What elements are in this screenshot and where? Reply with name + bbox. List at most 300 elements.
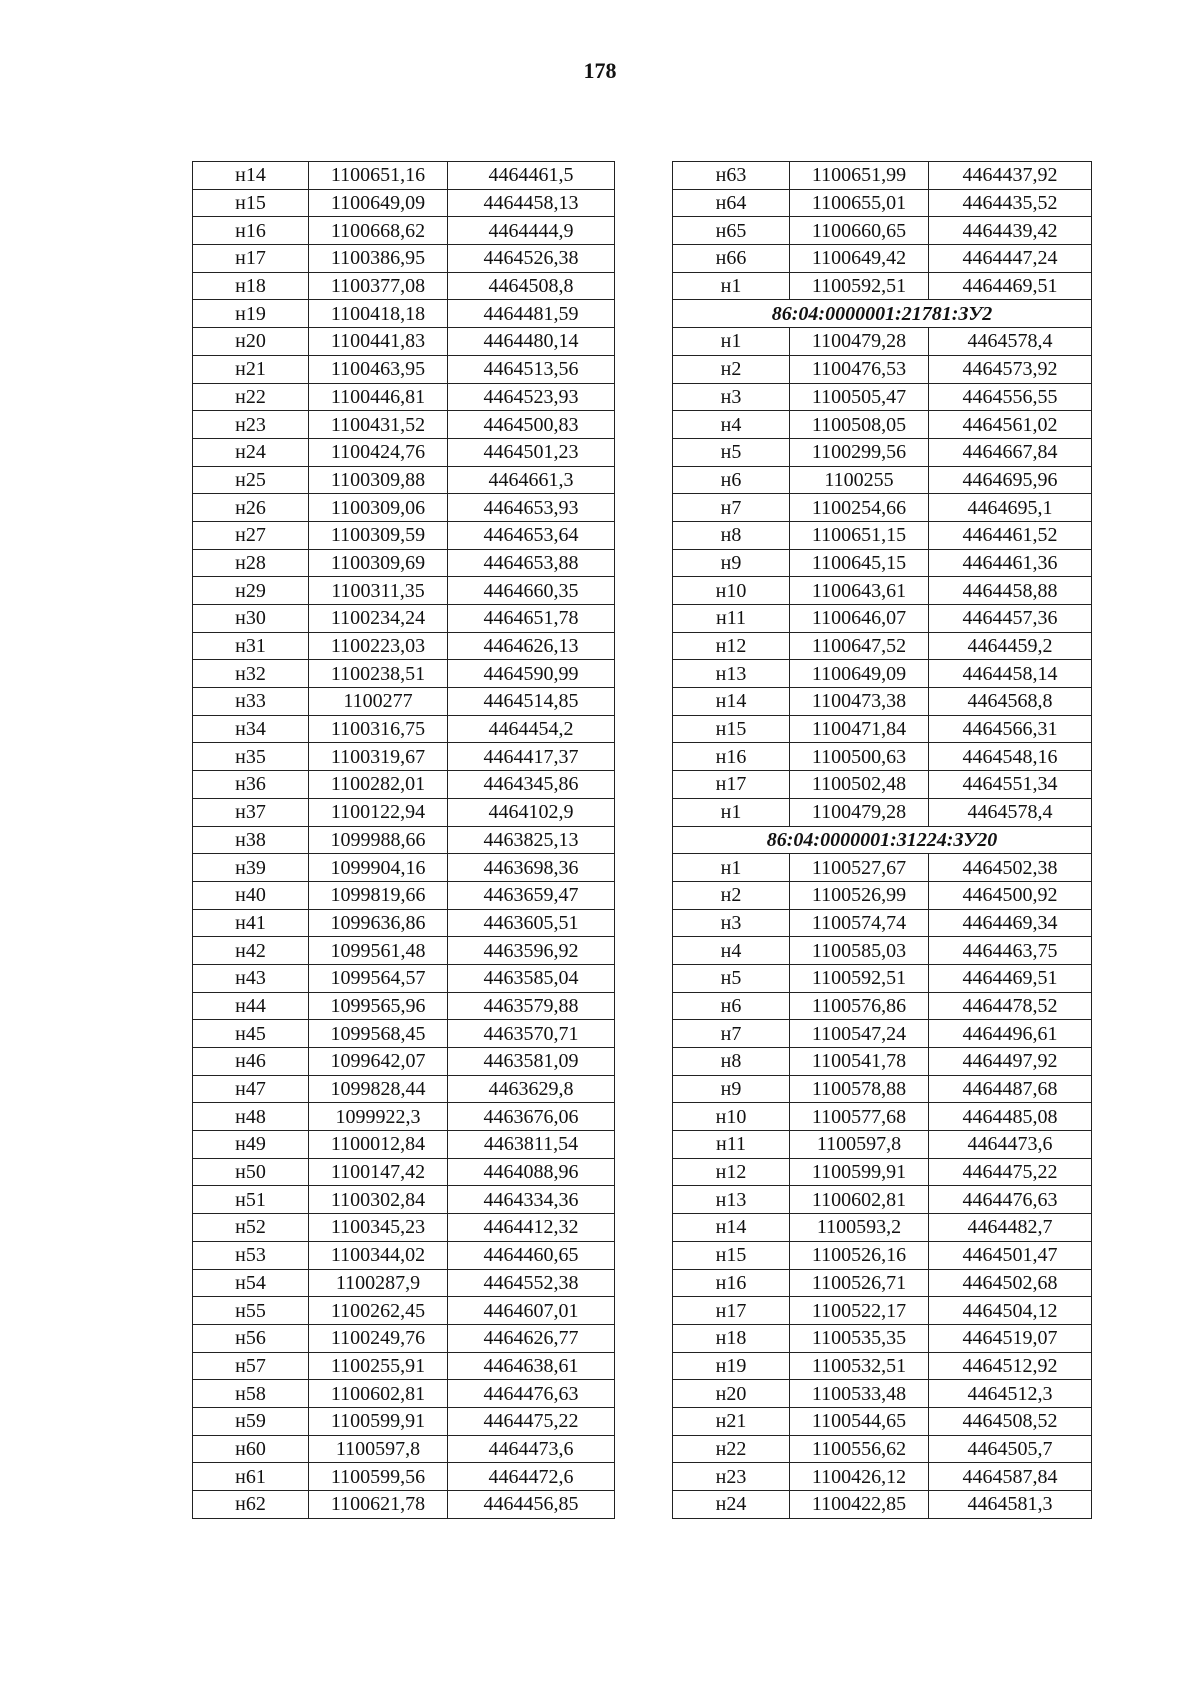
y-coordinate-cell: 4464475,22 — [929, 1158, 1092, 1186]
table-row — [193, 1186, 615, 1214]
table-row — [193, 411, 615, 439]
x-coordinate-cell: 1100319,67 — [309, 743, 448, 771]
y-coordinate-cell: 4464667,84 — [929, 438, 1092, 466]
point-id-cell: н14 — [673, 688, 790, 716]
table-row — [193, 1103, 615, 1131]
y-coordinate-cell: 4464501,23 — [448, 438, 615, 466]
point-id-cell: н31 — [193, 632, 309, 660]
x-coordinate-cell: 1100599,91 — [309, 1407, 448, 1435]
point-id-cell: н12 — [673, 1158, 790, 1186]
point-id-cell: н23 — [673, 1463, 790, 1491]
point-id-cell: н21 — [673, 1407, 790, 1435]
point-id-cell: н36 — [193, 771, 309, 799]
point-id-cell: н1 — [673, 854, 790, 882]
x-coordinate-cell: 1100282,01 — [309, 771, 448, 799]
table-row — [673, 1407, 1092, 1435]
table-row — [193, 743, 615, 771]
table-row — [193, 494, 615, 522]
table-row — [673, 494, 1092, 522]
table-row — [193, 1214, 615, 1242]
table-row — [193, 272, 615, 300]
x-coordinate-cell: 1100597,8 — [309, 1435, 448, 1463]
point-id-cell: н33 — [193, 688, 309, 716]
y-coordinate-cell: 4464469,51 — [929, 964, 1092, 992]
x-coordinate-cell: 1100643,61 — [790, 577, 929, 605]
table-row — [193, 549, 615, 577]
table-row — [193, 798, 615, 826]
x-coordinate-cell: 1099561,48 — [309, 937, 448, 965]
x-coordinate-cell: 1100262,45 — [309, 1297, 448, 1325]
x-coordinate-cell: 1100223,03 — [309, 632, 448, 660]
point-id-cell: н2 — [673, 355, 790, 383]
table-row — [673, 1103, 1092, 1131]
y-coordinate-cell: 4464578,4 — [929, 798, 1092, 826]
section-header-row — [673, 826, 1092, 854]
y-coordinate-cell: 4464480,14 — [448, 328, 615, 356]
point-id-cell: н56 — [193, 1324, 309, 1352]
table-row — [673, 881, 1092, 909]
table-row — [673, 549, 1092, 577]
x-coordinate-cell: 1100238,51 — [309, 660, 448, 688]
x-coordinate-cell: 1100505,47 — [790, 383, 929, 411]
x-coordinate-cell: 1100651,99 — [790, 162, 929, 190]
point-id-cell: н16 — [193, 217, 309, 245]
y-coordinate-cell: 4463605,51 — [448, 909, 615, 937]
x-coordinate-cell: 1100533,48 — [790, 1380, 929, 1408]
point-id-cell: н7 — [673, 494, 790, 522]
table-row — [673, 1324, 1092, 1352]
point-id-cell: н19 — [193, 300, 309, 328]
table-row — [673, 217, 1092, 245]
y-coordinate-cell: 4464481,59 — [448, 300, 615, 328]
point-id-cell: н22 — [193, 383, 309, 411]
y-coordinate-cell: 4464651,78 — [448, 605, 615, 633]
table-row — [193, 1241, 615, 1269]
y-coordinate-cell: 4464661,3 — [448, 466, 615, 494]
y-coordinate-cell: 4464505,7 — [929, 1435, 1092, 1463]
x-coordinate-cell: 1100255 — [790, 466, 929, 494]
x-coordinate-cell: 1100593,2 — [790, 1214, 929, 1242]
x-coordinate-cell: 1100576,86 — [790, 992, 929, 1020]
x-coordinate-cell: 1099642,07 — [309, 1048, 448, 1076]
table-row — [673, 162, 1092, 190]
table-row — [193, 300, 615, 328]
x-coordinate-cell: 1100592,51 — [790, 272, 929, 300]
y-coordinate-cell: 4464561,02 — [929, 411, 1092, 439]
x-coordinate-cell: 1100386,95 — [309, 245, 448, 273]
point-id-cell: н63 — [673, 162, 790, 190]
coordinates-table-right — [672, 161, 1092, 1519]
table-row — [673, 189, 1092, 217]
x-coordinate-cell: 1100255,91 — [309, 1352, 448, 1380]
point-id-cell: н66 — [673, 245, 790, 273]
x-coordinate-cell: 1100647,52 — [790, 632, 929, 660]
table-row — [193, 438, 615, 466]
point-id-cell: н14 — [193, 162, 309, 190]
y-coordinate-cell: 4464447,24 — [929, 245, 1092, 273]
point-id-cell: н23 — [193, 411, 309, 439]
x-coordinate-cell: 1100544,65 — [790, 1407, 929, 1435]
point-id-cell: н42 — [193, 937, 309, 965]
y-coordinate-cell: 4464590,99 — [448, 660, 615, 688]
point-id-cell: н58 — [193, 1380, 309, 1408]
y-coordinate-cell: 4464512,3 — [929, 1380, 1092, 1408]
y-coordinate-cell: 4464502,38 — [929, 854, 1092, 882]
table-row — [673, 1269, 1092, 1297]
y-coordinate-cell: 4464345,86 — [448, 771, 615, 799]
y-coordinate-cell: 4463811,54 — [448, 1131, 615, 1159]
point-id-cell: н57 — [193, 1352, 309, 1380]
table-row — [673, 937, 1092, 965]
y-coordinate-cell: 4464444,9 — [448, 217, 615, 245]
table-row — [193, 1380, 615, 1408]
x-coordinate-cell: 1100479,28 — [790, 328, 929, 356]
y-coordinate-cell: 4464607,01 — [448, 1297, 615, 1325]
point-id-cell: н43 — [193, 964, 309, 992]
table-row — [193, 383, 615, 411]
point-id-cell: н53 — [193, 1241, 309, 1269]
y-coordinate-cell: 4464581,3 — [929, 1491, 1092, 1519]
x-coordinate-cell: 1100649,42 — [790, 245, 929, 273]
x-coordinate-cell: 1100345,23 — [309, 1214, 448, 1242]
x-coordinate-cell: 1100526,99 — [790, 881, 929, 909]
y-coordinate-cell: 4463659,47 — [448, 881, 615, 909]
x-coordinate-cell: 1100418,18 — [309, 300, 448, 328]
table-row — [673, 1075, 1092, 1103]
point-id-cell: н44 — [193, 992, 309, 1020]
x-coordinate-cell: 1100431,52 — [309, 411, 448, 439]
y-coordinate-cell: 4464548,16 — [929, 743, 1092, 771]
table-row — [673, 521, 1092, 549]
table-row — [193, 577, 615, 605]
point-id-cell: н19 — [673, 1352, 790, 1380]
x-coordinate-cell: 1099904,16 — [309, 854, 448, 882]
y-coordinate-cell: 4464497,92 — [929, 1048, 1092, 1076]
table-row — [673, 1131, 1092, 1159]
point-id-cell: н38 — [193, 826, 309, 854]
y-coordinate-cell: 4464461,5 — [448, 162, 615, 190]
point-id-cell: н5 — [673, 438, 790, 466]
point-id-cell: н32 — [193, 660, 309, 688]
x-coordinate-cell: 1100522,17 — [790, 1297, 929, 1325]
x-coordinate-cell: 1100311,35 — [309, 577, 448, 605]
x-coordinate-cell: 1100122,94 — [309, 798, 448, 826]
x-coordinate-cell: 1100422,85 — [790, 1491, 929, 1519]
table-row — [673, 355, 1092, 383]
x-coordinate-cell: 1100377,08 — [309, 272, 448, 300]
y-coordinate-cell: 4464460,65 — [448, 1241, 615, 1269]
x-coordinate-cell: 1100147,42 — [309, 1158, 448, 1186]
point-id-cell: н28 — [193, 549, 309, 577]
x-coordinate-cell: 1100309,88 — [309, 466, 448, 494]
table-row — [193, 992, 615, 1020]
y-coordinate-cell: 4464461,36 — [929, 549, 1092, 577]
point-id-cell: н65 — [673, 217, 790, 245]
y-coordinate-cell: 4464496,61 — [929, 1020, 1092, 1048]
table-row — [193, 1131, 615, 1159]
y-coordinate-cell: 4463629,8 — [448, 1075, 615, 1103]
table-row — [673, 1186, 1092, 1214]
y-coordinate-cell: 4464456,85 — [448, 1491, 615, 1519]
x-coordinate-cell: 1099565,96 — [309, 992, 448, 1020]
x-coordinate-cell: 1100309,59 — [309, 521, 448, 549]
x-coordinate-cell: 1100446,81 — [309, 383, 448, 411]
x-coordinate-cell: 1100660,65 — [790, 217, 929, 245]
point-id-cell: н55 — [193, 1297, 309, 1325]
y-coordinate-cell: 4464508,8 — [448, 272, 615, 300]
point-id-cell: н24 — [193, 438, 309, 466]
table-row — [673, 1158, 1092, 1186]
point-id-cell: н9 — [673, 549, 790, 577]
point-id-cell: н3 — [673, 909, 790, 937]
table-row — [193, 1407, 615, 1435]
x-coordinate-cell: 1100541,78 — [790, 1048, 929, 1076]
point-id-cell: н15 — [193, 189, 309, 217]
x-coordinate-cell: 1100535,35 — [790, 1324, 929, 1352]
point-id-cell: н24 — [673, 1491, 790, 1519]
x-coordinate-cell: 1099819,66 — [309, 881, 448, 909]
x-coordinate-cell: 1100500,63 — [790, 743, 929, 771]
x-coordinate-cell: 1100574,74 — [790, 909, 929, 937]
y-coordinate-cell: 4464573,92 — [929, 355, 1092, 383]
y-coordinate-cell: 4464102,9 — [448, 798, 615, 826]
x-coordinate-cell: 1100556,62 — [790, 1435, 929, 1463]
x-coordinate-cell: 1099636,86 — [309, 909, 448, 937]
x-coordinate-cell: 1100532,51 — [790, 1352, 929, 1380]
y-coordinate-cell: 4464660,35 — [448, 577, 615, 605]
table-row — [193, 217, 615, 245]
cadastral-number-header: 86:04:0000001:21781:ЗУ2 — [673, 300, 1092, 328]
y-coordinate-cell: 4464578,4 — [929, 328, 1092, 356]
table-row — [673, 1463, 1092, 1491]
table-row — [193, 632, 615, 660]
point-id-cell: н60 — [193, 1435, 309, 1463]
x-coordinate-cell: 1099922,3 — [309, 1103, 448, 1131]
table-row — [673, 743, 1092, 771]
point-id-cell: н21 — [193, 355, 309, 383]
x-coordinate-cell: 1100585,03 — [790, 937, 929, 965]
x-coordinate-cell: 1100578,88 — [790, 1075, 929, 1103]
y-coordinate-cell: 4464502,68 — [929, 1269, 1092, 1297]
y-coordinate-cell: 4464475,22 — [448, 1407, 615, 1435]
table-row — [193, 909, 615, 937]
coordinates-table-left — [192, 161, 615, 1519]
x-coordinate-cell: 1100602,81 — [309, 1380, 448, 1408]
y-coordinate-cell: 4463676,06 — [448, 1103, 615, 1131]
table-row — [673, 909, 1092, 937]
y-coordinate-cell: 4463825,13 — [448, 826, 615, 854]
point-id-cell: н6 — [673, 466, 790, 494]
y-coordinate-cell: 4463570,71 — [448, 1020, 615, 1048]
y-coordinate-cell: 4464653,88 — [448, 549, 615, 577]
y-coordinate-cell: 4464626,13 — [448, 632, 615, 660]
point-id-cell: н37 — [193, 798, 309, 826]
x-coordinate-cell: 1100344,02 — [309, 1241, 448, 1269]
x-coordinate-cell: 1100621,78 — [309, 1491, 448, 1519]
x-coordinate-cell: 1100309,06 — [309, 494, 448, 522]
x-coordinate-cell: 1100249,76 — [309, 1324, 448, 1352]
table-row — [673, 632, 1092, 660]
table-row — [193, 660, 615, 688]
point-id-cell: н3 — [673, 383, 790, 411]
table-row — [193, 189, 615, 217]
y-coordinate-cell: 4464526,38 — [448, 245, 615, 273]
table-row — [193, 1491, 615, 1519]
page-number: 178 — [583, 58, 617, 83]
y-coordinate-cell: 4464695,1 — [929, 494, 1092, 522]
x-coordinate-cell: 1100471,84 — [790, 715, 929, 743]
point-id-cell: н5 — [673, 964, 790, 992]
point-id-cell: н34 — [193, 715, 309, 743]
table-row — [193, 466, 615, 494]
y-coordinate-cell: 4464500,92 — [929, 881, 1092, 909]
table-row — [673, 328, 1092, 356]
y-coordinate-cell: 4464478,52 — [929, 992, 1092, 1020]
point-id-cell: н27 — [193, 521, 309, 549]
table-row — [193, 1435, 615, 1463]
x-coordinate-cell: 1100302,84 — [309, 1186, 448, 1214]
point-id-cell: н1 — [673, 272, 790, 300]
point-id-cell: н2 — [673, 881, 790, 909]
table-row — [673, 1048, 1092, 1076]
x-coordinate-cell: 1100655,01 — [790, 189, 929, 217]
table-row — [193, 1324, 615, 1352]
point-id-cell: н20 — [673, 1380, 790, 1408]
x-coordinate-cell: 1100577,68 — [790, 1103, 929, 1131]
table-row — [193, 1352, 615, 1380]
table-row — [673, 992, 1092, 1020]
x-coordinate-cell: 1100254,66 — [790, 494, 929, 522]
y-coordinate-cell: 4464435,52 — [929, 189, 1092, 217]
x-coordinate-cell: 1100277 — [309, 688, 448, 716]
point-id-cell: н52 — [193, 1214, 309, 1242]
point-id-cell: н64 — [673, 189, 790, 217]
y-coordinate-cell: 4464552,38 — [448, 1269, 615, 1297]
x-coordinate-cell: 1100646,07 — [790, 605, 929, 633]
y-coordinate-cell: 4464519,07 — [929, 1324, 1092, 1352]
point-id-cell: н48 — [193, 1103, 309, 1131]
point-id-cell: н7 — [673, 1020, 790, 1048]
table-row — [193, 1075, 615, 1103]
table-row — [673, 411, 1092, 439]
x-coordinate-cell: 1099568,45 — [309, 1020, 448, 1048]
x-coordinate-cell: 1100649,09 — [790, 660, 929, 688]
y-coordinate-cell: 4464469,51 — [929, 272, 1092, 300]
table-row — [673, 466, 1092, 494]
y-coordinate-cell: 4464508,52 — [929, 1407, 1092, 1435]
x-coordinate-cell: 1100441,83 — [309, 328, 448, 356]
x-coordinate-cell: 1100502,48 — [790, 771, 929, 799]
x-coordinate-cell: 1100526,16 — [790, 1241, 929, 1269]
table-row — [193, 715, 615, 743]
y-coordinate-cell: 4464556,55 — [929, 383, 1092, 411]
x-coordinate-cell: 1100602,81 — [790, 1186, 929, 1214]
point-id-cell: н18 — [193, 272, 309, 300]
table-row — [673, 771, 1092, 799]
x-coordinate-cell: 1100651,15 — [790, 521, 929, 549]
y-coordinate-cell: 4464513,56 — [448, 355, 615, 383]
y-coordinate-cell: 4464417,37 — [448, 743, 615, 771]
point-id-cell: н39 — [193, 854, 309, 882]
y-coordinate-cell: 4464458,88 — [929, 577, 1092, 605]
table-row — [193, 881, 615, 909]
point-id-cell: н4 — [673, 411, 790, 439]
point-id-cell: н50 — [193, 1158, 309, 1186]
point-id-cell: н11 — [673, 1131, 790, 1159]
y-coordinate-cell: 4464473,6 — [448, 1435, 615, 1463]
y-coordinate-cell: 4464473,6 — [929, 1131, 1092, 1159]
point-id-cell: н8 — [673, 1048, 790, 1076]
y-coordinate-cell: 4464523,93 — [448, 383, 615, 411]
table-row — [673, 964, 1092, 992]
x-coordinate-cell: 1100426,12 — [790, 1463, 929, 1491]
table-row — [193, 1020, 615, 1048]
point-id-cell: н25 — [193, 466, 309, 494]
y-coordinate-cell: 4464461,52 — [929, 521, 1092, 549]
x-coordinate-cell: 1100476,53 — [790, 355, 929, 383]
y-coordinate-cell: 4464437,92 — [929, 162, 1092, 190]
y-coordinate-cell: 4464504,12 — [929, 1297, 1092, 1325]
x-coordinate-cell: 1100309,69 — [309, 549, 448, 577]
table-row — [193, 328, 615, 356]
point-id-cell: н18 — [673, 1324, 790, 1352]
y-coordinate-cell: 4464457,36 — [929, 605, 1092, 633]
x-coordinate-cell: 1100012,84 — [309, 1131, 448, 1159]
point-id-cell: н47 — [193, 1075, 309, 1103]
y-coordinate-cell: 4464459,2 — [929, 632, 1092, 660]
y-coordinate-cell: 4464088,96 — [448, 1158, 615, 1186]
x-coordinate-cell: 1100599,56 — [309, 1463, 448, 1491]
x-coordinate-cell: 1100424,76 — [309, 438, 448, 466]
point-id-cell: н17 — [193, 245, 309, 273]
y-coordinate-cell: 4463698,36 — [448, 854, 615, 882]
x-coordinate-cell: 1100527,67 — [790, 854, 929, 882]
y-coordinate-cell: 4464482,7 — [929, 1214, 1092, 1242]
point-id-cell: н26 — [193, 494, 309, 522]
point-id-cell: н16 — [673, 1269, 790, 1297]
table-row — [673, 1435, 1092, 1463]
section-header-row — [673, 300, 1092, 328]
table-row — [193, 937, 615, 965]
y-coordinate-cell: 4464638,61 — [448, 1352, 615, 1380]
table-row — [673, 1214, 1092, 1242]
point-id-cell: н9 — [673, 1075, 790, 1103]
table-row — [193, 1269, 615, 1297]
y-coordinate-cell: 4464653,64 — [448, 521, 615, 549]
table-row — [673, 1380, 1092, 1408]
y-coordinate-cell: 4464458,14 — [929, 660, 1092, 688]
point-id-cell: н54 — [193, 1269, 309, 1297]
y-coordinate-cell: 4464626,77 — [448, 1324, 615, 1352]
point-id-cell: н20 — [193, 328, 309, 356]
table-row — [673, 1297, 1092, 1325]
point-id-cell: н59 — [193, 1407, 309, 1435]
x-coordinate-cell: 1100508,05 — [790, 411, 929, 439]
point-id-cell: н49 — [193, 1131, 309, 1159]
y-coordinate-cell: 4463596,92 — [448, 937, 615, 965]
table-row — [673, 1352, 1092, 1380]
table-row — [673, 383, 1092, 411]
table-row — [673, 438, 1092, 466]
point-id-cell: н10 — [673, 1103, 790, 1131]
x-coordinate-cell: 1100645,15 — [790, 549, 929, 577]
y-coordinate-cell: 4463579,88 — [448, 992, 615, 1020]
x-coordinate-cell: 1100299,56 — [790, 438, 929, 466]
point-id-cell: н1 — [673, 328, 790, 356]
x-coordinate-cell: 1100651,16 — [309, 162, 448, 190]
point-id-cell: н1 — [673, 798, 790, 826]
x-coordinate-cell: 1100479,28 — [790, 798, 929, 826]
